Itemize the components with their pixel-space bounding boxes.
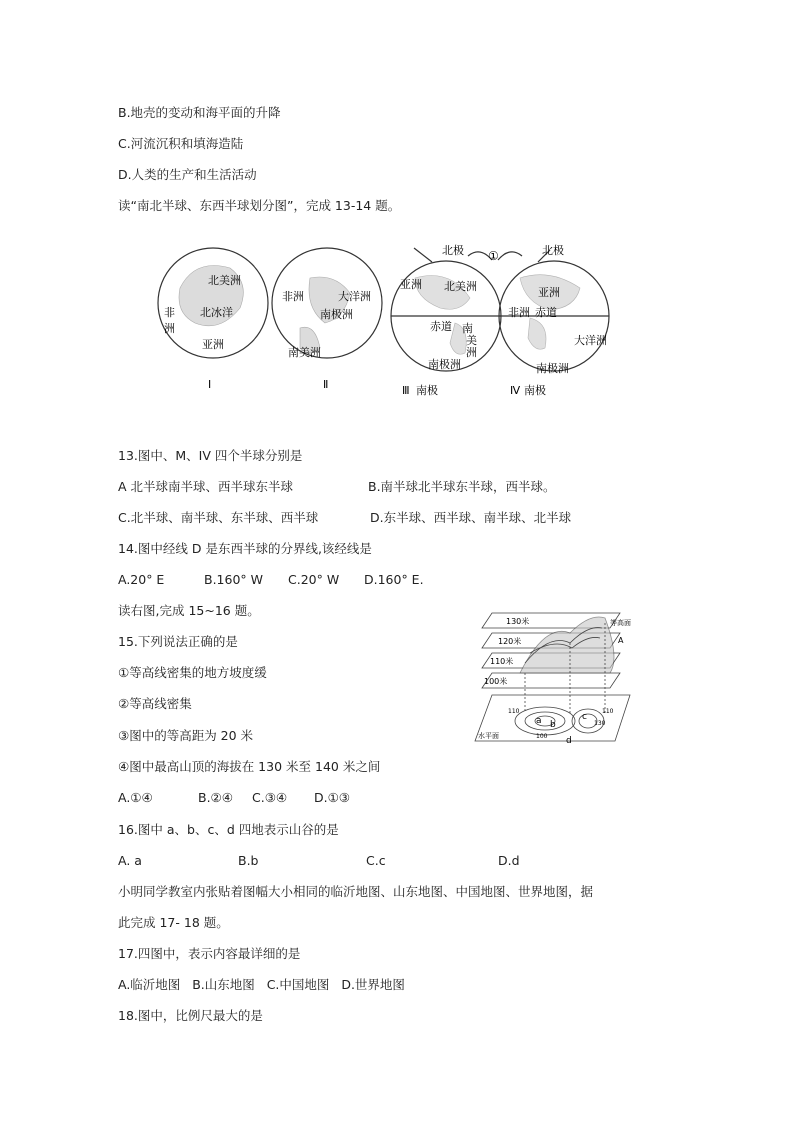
side-label: A [618,636,624,645]
globe-2-label-3: 南美洲 [288,346,321,359]
level-130: 130米 [506,617,530,626]
globe-2-label-0: 非洲 [282,290,304,303]
globe-3-label-3: 赤道 [430,320,452,333]
intro-13-14: 读“南北半球、东西半球划分图”，完成 13-14 题。 [118,198,401,213]
point-d: d [566,736,572,746]
q16-option-b: B.b [238,853,259,868]
globe-3-caption: 南极 [416,384,438,397]
globe-4-label-0: 北极 [542,244,564,257]
globe-4-caption: 南极 [524,384,546,397]
q14-option-c: C.20° W [288,572,340,587]
marker-1: ① [488,249,499,263]
q15-option-a: A.①④ [118,790,153,805]
q15-option-d: D.①③ [314,790,351,805]
q15-stem: 15.下列说法正确的是 [118,634,238,649]
q16-option-a: A. a [118,853,142,868]
q16-option-d: D.d [498,853,520,868]
globe-4-label-2: 非洲 [508,306,530,319]
q13-stem: 13.图中、M、IV 四个半球分别是 [118,448,303,463]
globe-3-label-0: 北极 [442,244,464,257]
globe-1-label-2: 非 [164,306,175,319]
q15-option-c: C.③④ [252,790,288,805]
option-c-text: C.河流沉积和填海造陆 [118,136,244,151]
q15-statement-3: ③图中的等高距为 20 米 [118,728,254,743]
globe-4-label-4: 大洋洲 [574,334,607,347]
q16-stem: 16.图中 a、b、c、d 四地表示山谷的是 [118,822,339,837]
q18-stem: 18.图中，比例尺最大的是 [118,1008,263,1023]
globe-1-label-0: 北美洲 [208,274,241,287]
height-110: 110 [508,708,520,715]
q17-stem: 17.四图中，表示内容最详细的是 [118,946,301,961]
top-surface-label: 等高面 [610,619,631,627]
q16-option-c: C.c [366,853,386,868]
plane-label: 水平面 [478,732,499,740]
globe-1-label-1: 北冰洋 [200,306,233,319]
q15-statement-2: ②等高线密集 [118,696,192,711]
option-b-text: B.地壳的变动和海平面的升降 [118,105,281,120]
level-100: 100米 [484,677,508,686]
intro-17-18-line1: 小明同学教室内张贴着图幅大小相同的临沂地图、山东地图、中国地图、世界地图，据 [118,884,594,899]
level-120: 120米 [498,637,522,646]
height-100: 100 [536,733,548,740]
q14-option-d: D.160° E. [364,572,424,587]
globe-2-numeral: Ⅱ [323,378,329,391]
globe-4-label-1: 亚洲 [538,286,560,299]
hemisphere-figure [150,238,610,408]
q15-statement-4: ④图中最高山顶的海拔在 130 米至 140 米之间 [118,759,381,774]
globe-3-label-6: 洲 [466,346,477,359]
globe-3-numeral: Ⅲ [402,384,410,397]
globe-3-label-7: 南极洲 [428,358,461,371]
q15-statement-1: ①等高线密集的地方坡度缓 [118,665,267,680]
q14-option-a: A.20° E [118,572,165,587]
globe-2-label-1: 大洋洲 [338,290,371,303]
point-a: a [536,716,542,726]
height-130: 130 [594,720,606,727]
globe-3-label-5: 美 [466,334,477,347]
globe-1-label-4: 亚洲 [202,338,224,351]
point-b: b [550,720,556,730]
option-d-text: D.人类的生产和生活活动 [118,167,257,182]
level-110: 110米 [490,657,514,666]
globe-4-label-5: 南极洲 [536,362,569,375]
q14-option-b: B.160° W [204,572,263,587]
globe-3-label-2: 北美洲 [444,280,477,293]
q13-option-c: C.北半球、南半球、东半球、西半球 [118,510,319,525]
globe-3-label-4: 南 [462,322,473,335]
globe-2-label-2: 南极洲 [320,308,353,321]
globe-4-numeral: Ⅳ [510,384,521,397]
q15-option-b: B.②④ [198,790,233,805]
height-110-right: 110 [602,708,614,715]
contour-figure [470,603,638,748]
globe-4-label-3: 赤道 [535,306,557,319]
intro-15-16: 读右图,完成 15~16 题。 [118,603,260,618]
globe-3-label-1: 亚洲 [400,278,422,291]
q17-options: A.临沂地图 B.山东地图 C.中国地图 D.世界地图 [118,977,405,992]
point-c: c [582,712,587,722]
globe-1-numeral: I [208,378,212,391]
intro-17-18-line2: 此完成 17- 18 题。 [118,915,229,930]
q13-option-a: A 北半球南半球、西半球东半球 [118,479,294,494]
globe-1-label-3: 洲 [164,322,175,335]
q13-option-b: B.南半球北半球东半球，西半球。 [368,479,556,494]
q13-option-d: D.东半球、西半球、南半球、北半球 [370,510,572,525]
q14-stem: 14.图中经线 D 是东西半球的分界线,该经线是 [118,541,372,556]
